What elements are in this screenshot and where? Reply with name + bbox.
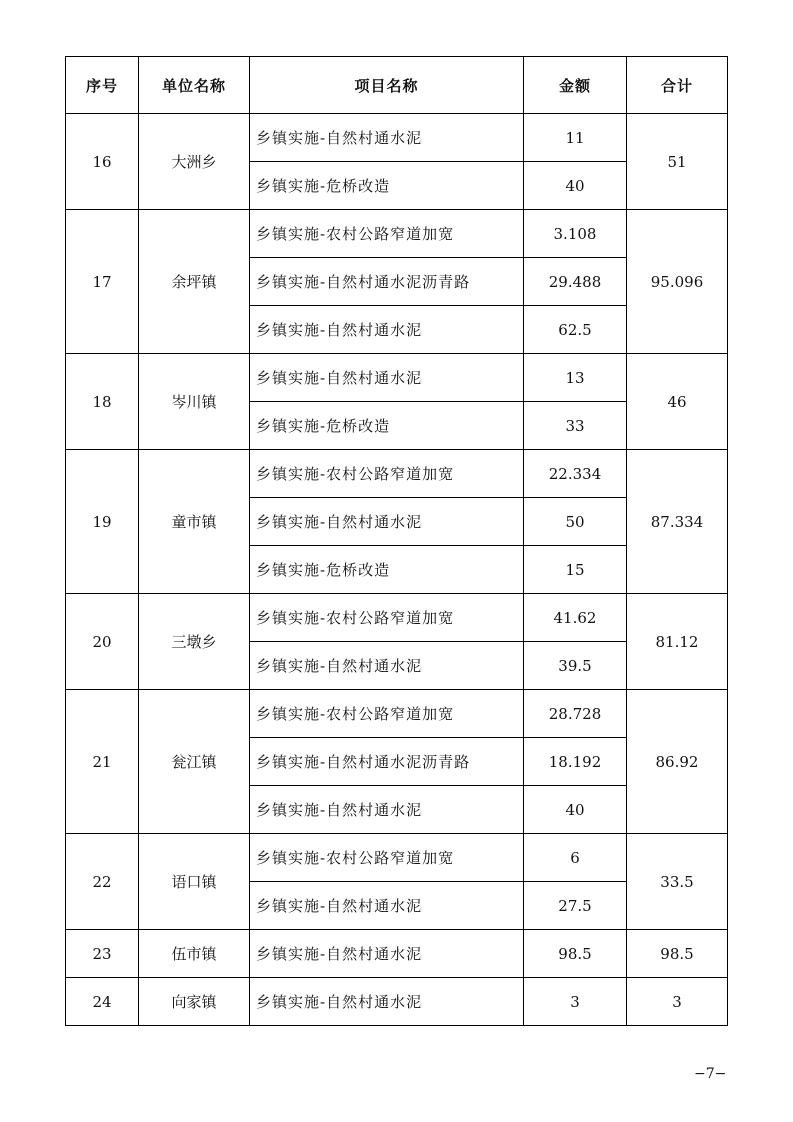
- unit-name: 岑川镇: [139, 354, 250, 450]
- project-name: 乡镇实施-危桥改造: [250, 162, 524, 210]
- group-total: 33.5: [627, 834, 728, 930]
- header-unit: 单位名称: [139, 57, 250, 114]
- group-total: 46: [627, 354, 728, 450]
- project-name: 乡镇实施-自然村通水泥: [250, 306, 524, 354]
- amount-value: 3: [524, 978, 627, 1026]
- project-name: 乡镇实施-农村公路窄道加宽: [250, 450, 524, 498]
- table-row: [66, 114, 728, 162]
- unit-name: 语口镇: [139, 834, 250, 930]
- amount-value: 40: [524, 786, 627, 834]
- group-total: 95.096: [627, 210, 728, 354]
- table-row: [66, 354, 728, 402]
- funding-table: [65, 56, 728, 1026]
- amount-value: 28.728: [524, 690, 627, 738]
- unit-name: 三墩乡: [139, 594, 250, 690]
- unit-name: 大洲乡: [139, 114, 250, 210]
- table-row: [66, 690, 728, 738]
- project-name: 乡镇实施-自然村通水泥: [250, 642, 524, 690]
- table-row: [66, 594, 728, 642]
- project-name: 乡镇实施-自然村通水泥: [250, 978, 524, 1026]
- amount-value: 33: [524, 402, 627, 450]
- amount-value: 98.5: [524, 930, 627, 978]
- amount-value: 11: [524, 114, 627, 162]
- row-number: 19: [66, 450, 139, 594]
- row-number: 22: [66, 834, 139, 930]
- group-total: 98.5: [627, 930, 728, 978]
- project-name: 乡镇实施-危桥改造: [250, 402, 524, 450]
- header-project: 项目名称: [250, 57, 524, 114]
- unit-name: 向家镇: [139, 978, 250, 1026]
- project-name: 乡镇实施-自然村通水泥: [250, 498, 524, 546]
- row-number: 24: [66, 978, 139, 1026]
- row-number: 20: [66, 594, 139, 690]
- row-number: 16: [66, 114, 139, 210]
- row-number: 23: [66, 930, 139, 978]
- amount-value: 3.108: [524, 210, 627, 258]
- project-name: 乡镇实施-自然村通水泥: [250, 354, 524, 402]
- project-name: 乡镇实施-自然村通水泥: [250, 114, 524, 162]
- amount-value: 15: [524, 546, 627, 594]
- unit-name: 童市镇: [139, 450, 250, 594]
- group-total: 3: [627, 978, 728, 1026]
- group-total: 81.12: [627, 594, 728, 690]
- amount-value: 22.334: [524, 450, 627, 498]
- project-name: 乡镇实施-自然村通水泥: [250, 882, 524, 930]
- project-name: 乡镇实施-自然村通水泥: [250, 786, 524, 834]
- table-row: [66, 210, 728, 258]
- row-number: 18: [66, 354, 139, 450]
- project-name: 乡镇实施-农村公路窄道加宽: [250, 594, 524, 642]
- project-name: 乡镇实施-自然村通水泥沥青路: [250, 738, 524, 786]
- header-amount: 金额: [524, 57, 627, 114]
- amount-value: 50: [524, 498, 627, 546]
- table-row: [66, 450, 728, 498]
- row-number: 21: [66, 690, 139, 834]
- amount-value: 62.5: [524, 306, 627, 354]
- group-total: 86.92: [627, 690, 728, 834]
- amount-value: 40: [524, 162, 627, 210]
- amount-value: 41.62: [524, 594, 627, 642]
- project-name: 乡镇实施-农村公路窄道加宽: [250, 210, 524, 258]
- unit-name: 瓮江镇: [139, 690, 250, 834]
- amount-value: 6: [524, 834, 627, 882]
- table-row: [66, 930, 728, 978]
- row-number: 17: [66, 210, 139, 354]
- table-row: [66, 834, 728, 882]
- table-row: [66, 978, 728, 1026]
- amount-value: 18.192: [524, 738, 627, 786]
- amount-value: 29.488: [524, 258, 627, 306]
- project-name: 乡镇实施-农村公路窄道加宽: [250, 690, 524, 738]
- project-name: 乡镇实施-危桥改造: [250, 546, 524, 594]
- project-name: 乡镇实施-农村公路窄道加宽: [250, 834, 524, 882]
- group-total: 87.334: [627, 450, 728, 594]
- page-number: −7−: [694, 1066, 727, 1082]
- project-name: 乡镇实施-自然村通水泥: [250, 930, 524, 978]
- header-total: 合计: [627, 57, 728, 114]
- project-name: 乡镇实施-自然村通水泥沥青路: [250, 258, 524, 306]
- group-total: 51: [627, 114, 728, 210]
- amount-value: 13: [524, 354, 627, 402]
- header-row: [66, 57, 728, 114]
- amount-value: 27.5: [524, 882, 627, 930]
- header-no: 序号: [66, 57, 139, 114]
- table-body: [66, 114, 728, 1026]
- unit-name: 伍市镇: [139, 930, 250, 978]
- amount-value: 39.5: [524, 642, 627, 690]
- unit-name: 余坪镇: [139, 210, 250, 354]
